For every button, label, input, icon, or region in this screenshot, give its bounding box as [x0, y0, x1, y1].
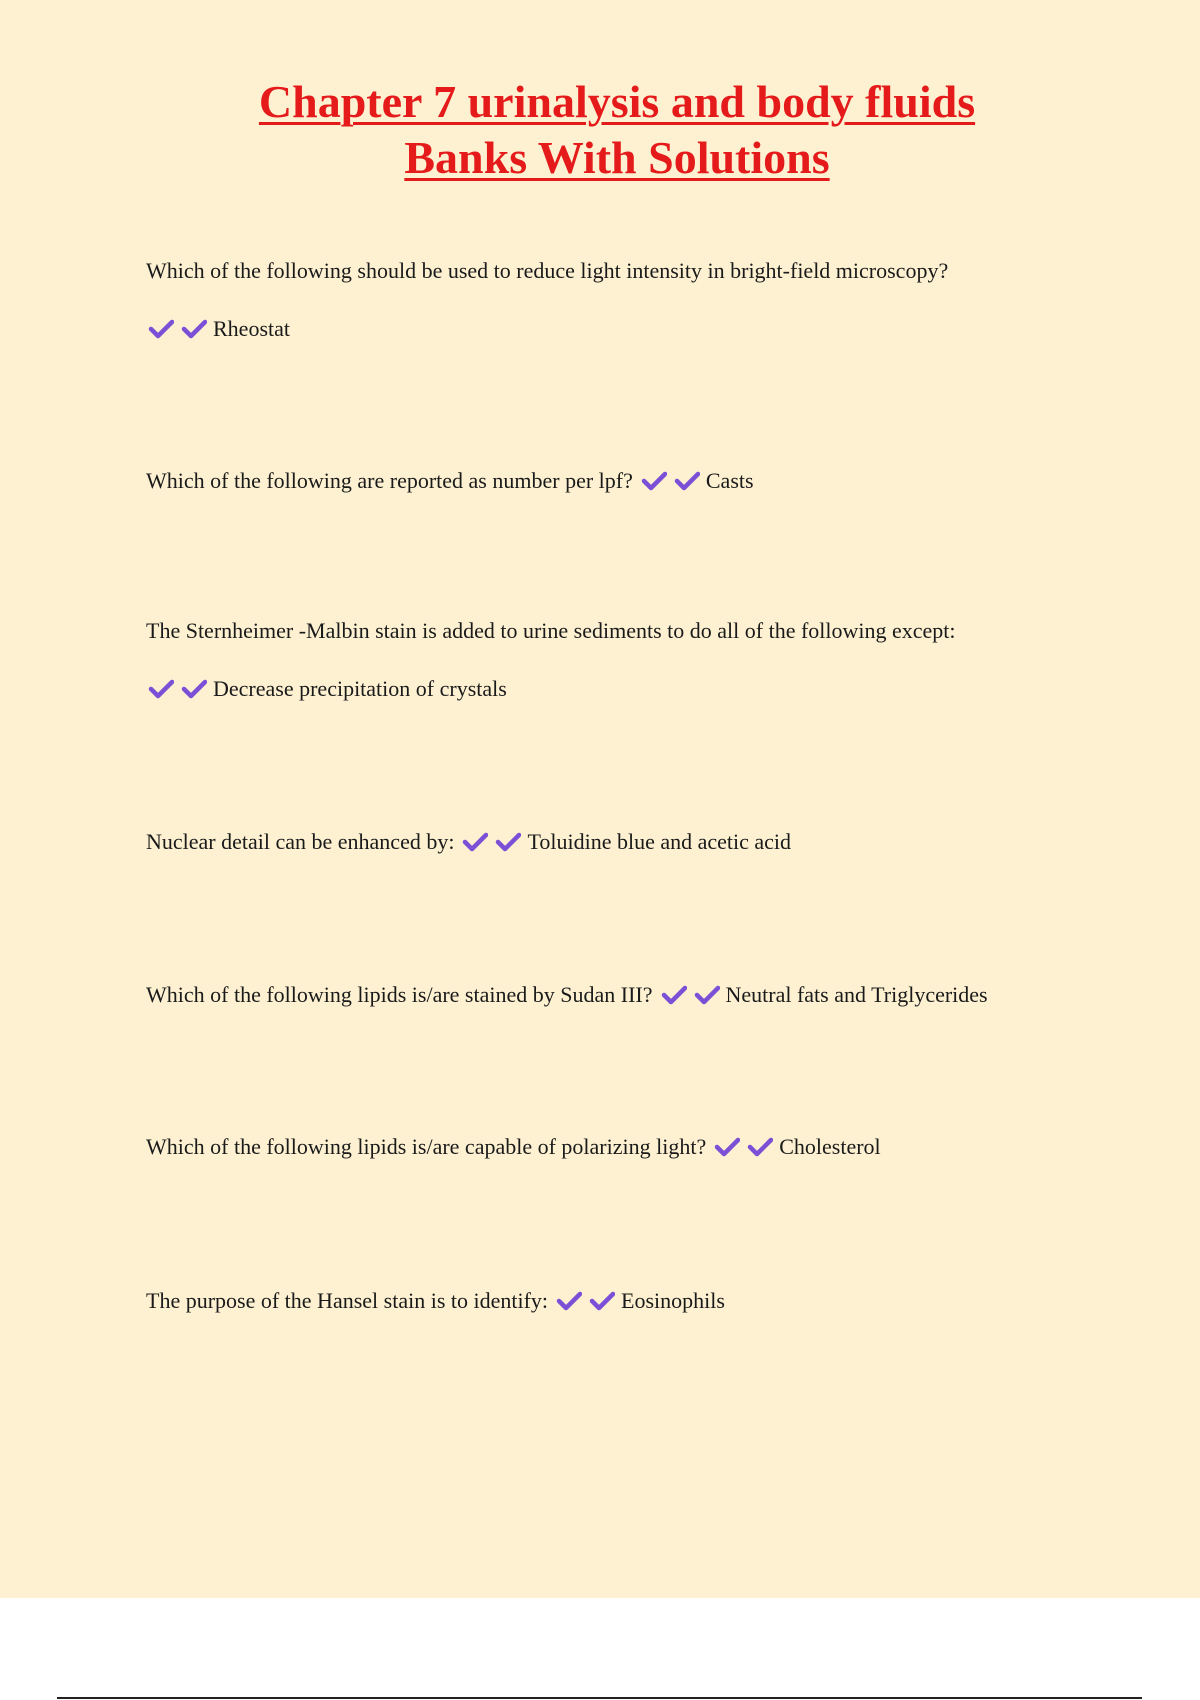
- answer-text: Neutral fats and Triglycerides: [725, 982, 988, 1007]
- qa-line: [146, 1132, 1146, 1165]
- answer-text: Cholesterol: [779, 1134, 881, 1159]
- qa-line: [146, 466, 1146, 499]
- check-icon: [495, 832, 521, 852]
- question-text: Which of the following should be used to reduce light intensity in bright-field microscopy?: [146, 258, 949, 283]
- double-check-icon: [462, 830, 523, 860]
- question-text: Nuclear detail can be enhanced by:: [146, 829, 455, 854]
- answer-text: Casts: [705, 468, 754, 493]
- check-icon: [694, 985, 720, 1005]
- check-icon: [148, 679, 174, 699]
- double-check-icon: [641, 469, 702, 499]
- answer-text: Rheostat: [213, 316, 290, 341]
- footer-divider: [57, 1697, 1142, 1699]
- qa-item-1: [146, 256, 1146, 347]
- question-text: The Sternheimer -Malbin stain is added to urine sediments to do all of the following except:: [146, 618, 956, 643]
- title-line-2: Banks With Solutions: [404, 132, 830, 183]
- check-icon: [181, 679, 207, 699]
- question-text: Which of the following are reported as number per lpf?: [146, 468, 633, 493]
- check-icon: [641, 471, 667, 491]
- question-text: The purpose of the Hansel stain is to identify:: [146, 1288, 549, 1313]
- check-icon: [556, 1291, 582, 1311]
- check-icon: [747, 1137, 773, 1157]
- qa-line: [146, 1286, 1146, 1319]
- qa-line: [146, 980, 1146, 1013]
- answer-text: Toluidine blue and acetic acid: [527, 829, 792, 854]
- question-text: Which of the following lipids is/are stained by Sudan III?: [146, 982, 653, 1007]
- check-icon: [148, 319, 174, 339]
- qa-item-7: [146, 1286, 1146, 1319]
- question-text: Which of the following lipids is/are capable of polarizing light?: [146, 1134, 707, 1159]
- check-icon: [714, 1137, 740, 1157]
- check-icon: [674, 471, 700, 491]
- answer-text: Decrease precipitation of crystals: [213, 676, 507, 701]
- check-icon: [462, 832, 488, 852]
- qa-item-2: [146, 466, 1146, 499]
- qa-item-5: [146, 980, 1146, 1013]
- qa-item-6: [146, 1132, 1146, 1165]
- page-title: [0, 74, 1200, 186]
- check-icon: [661, 985, 687, 1005]
- double-check-icon: [661, 983, 722, 1013]
- double-check-icon: [148, 317, 209, 347]
- answer-line: [146, 314, 1146, 347]
- double-check-icon: [148, 677, 209, 707]
- qa-line: [146, 827, 1146, 860]
- double-check-icon: [556, 1289, 617, 1319]
- qa-item-4: [146, 827, 1146, 860]
- answer-text: Eosinophils: [621, 1288, 725, 1313]
- check-icon: [181, 319, 207, 339]
- check-icon: [589, 1291, 615, 1311]
- title-line-1: Chapter 7 urinalysis and body fluids: [258, 76, 976, 127]
- qa-item-3: [146, 616, 1146, 707]
- answer-line: [146, 674, 1146, 707]
- double-check-icon: [714, 1135, 775, 1165]
